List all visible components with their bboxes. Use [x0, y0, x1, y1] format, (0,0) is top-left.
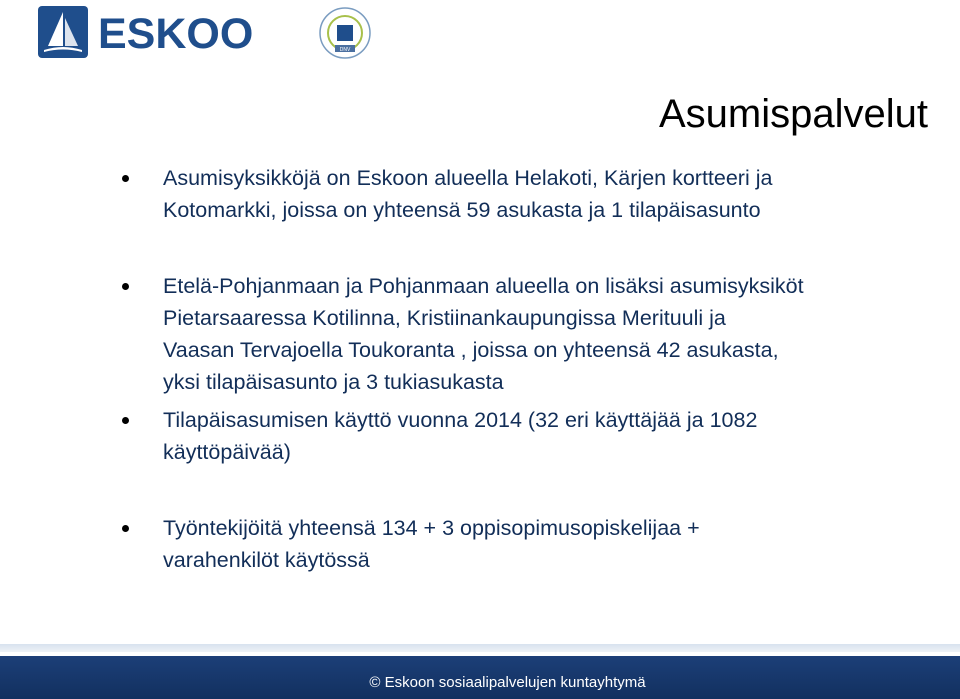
svg-text:DNV: DNV: [339, 47, 351, 53]
slide-title: Asumispalvelut: [658, 92, 928, 136]
bullet-dot-icon: [122, 417, 129, 424]
bullet-dot-icon: [122, 175, 129, 182]
footer-copyright: © Eskoon sosiaalipalvelujen kuntayhtymä: [369, 674, 646, 691]
bullet-item: [122, 270, 912, 398]
bullet-line: käyttöpäivää): [163, 440, 291, 464]
bullet-item: [122, 512, 912, 576]
bullet-line: Vaasan Tervajoella Toukoranta , joissa on yhteensä 42 asukasta,: [163, 338, 779, 362]
bullet-item: [122, 162, 912, 226]
bullet-line: Kotomarkki, joissa on yhteensä 59 asukasta ja 1 tilapäisasunto: [163, 198, 761, 222]
bullet-line: Työntekijöitä yhteensä 134 + 3 oppisopimusopiskelijaa +: [163, 516, 700, 540]
footer-divider: [0, 644, 960, 652]
bullet-line: yksi tilapäisasunto ja 3 tukiasukasta: [163, 370, 504, 394]
logo-text: ESKOO: [98, 10, 253, 58]
footer-bar: [0, 656, 960, 699]
eskoo-logo: [38, 6, 253, 58]
bullet-line: Etelä-Pohjanmaan ja Pohjanmaan alueella on lisäksi asumisyksiköt: [163, 274, 804, 298]
bullet-line: Pietarsaaressa Kotilinna, Kristiinankaupungissa Merituuli ja: [163, 306, 726, 330]
certification-seal: [316, 5, 374, 61]
bullet-dot-icon: [122, 283, 129, 290]
bullet-line: varahenkilöt käytössä: [163, 548, 370, 572]
bullet-line: Tilapäisasumisen käyttö vuonna 2014 (32 eri käyttäjää ja 1082: [163, 408, 758, 432]
bullet-line: Asumisyksikköjä on Eskoon alueella Helakoti, Kärjen kortteeri ja: [163, 166, 773, 190]
bullet-item: [122, 404, 912, 468]
bullet-dot-icon: [122, 525, 129, 532]
